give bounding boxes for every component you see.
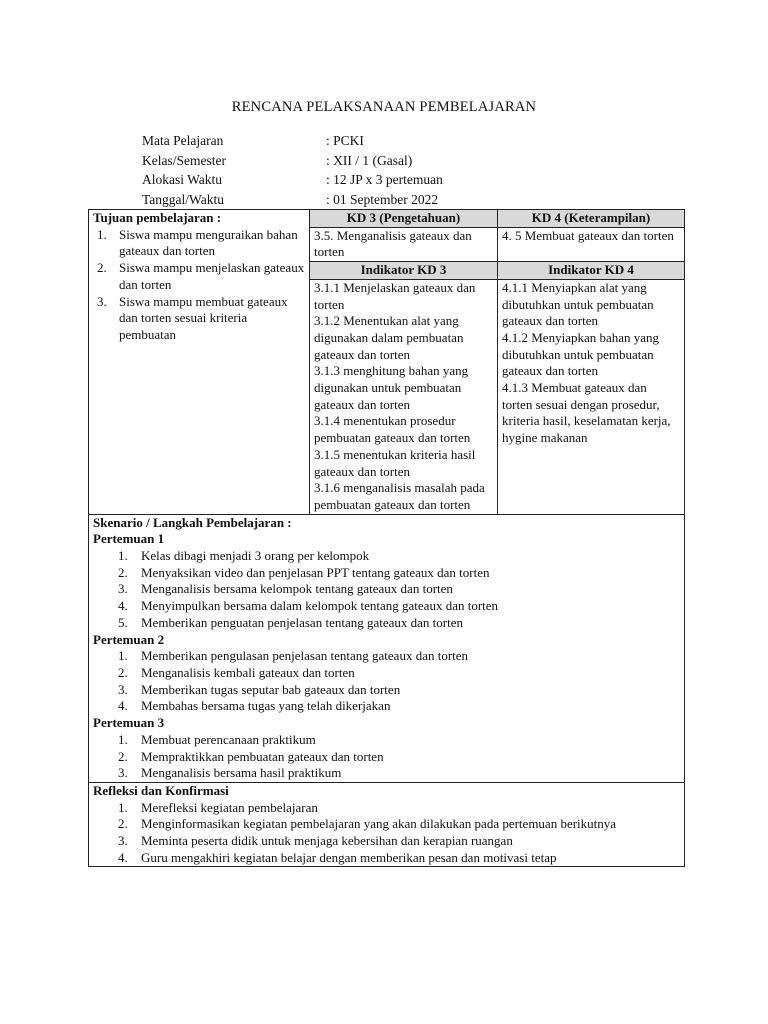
list-number: 2. bbox=[118, 748, 128, 764]
list-item bbox=[93, 260, 305, 293]
scenario-header: Skenario / Langkah Pembelajaran : bbox=[93, 514, 292, 530]
list-item bbox=[93, 615, 680, 632]
list-item bbox=[93, 816, 680, 833]
kd4-text: 4. 5 Membuat gateaux dan torten bbox=[498, 227, 685, 261]
indicator-item: 3.1.6 menganalisis masalah pada pembuatan gateaux dan torten bbox=[314, 480, 485, 512]
reflection-header: Refleksi dan Konfirmasi bbox=[93, 782, 229, 798]
list-text: Menganalisis bersama hasil praktikum bbox=[141, 765, 342, 781]
info-row-time-allocation bbox=[142, 170, 443, 190]
indicator-item: 3.1.2 Menentukan alat yang digunakan dalam pembuatan gateaux dan torten bbox=[314, 313, 464, 362]
list-number: 3. bbox=[118, 833, 128, 849]
list-item bbox=[93, 850, 680, 867]
list-item bbox=[93, 227, 305, 260]
list-item bbox=[93, 665, 680, 682]
document-title: RENCANA PELAKSANAAN PEMBELAJARAN bbox=[231, 99, 537, 115]
list-text: Menganalisis bersama kelompok tentang gateaux dan torten bbox=[141, 581, 453, 597]
list-text: Merefleksi kegiatan pembelajaran bbox=[141, 799, 318, 815]
info-key: Tanggal/Waktu bbox=[142, 191, 224, 207]
info-row-class bbox=[142, 151, 443, 171]
indicator-item: 3.1.4 menentukan prosedur pembuatan gateaux dan torten bbox=[314, 413, 471, 446]
kd3-header: KD 3 (Pengetahuan) bbox=[310, 210, 498, 228]
list-item bbox=[93, 698, 680, 715]
reflection-cell bbox=[89, 782, 685, 867]
list-text: Memberikan tugas seputar bab gateaux dan torten bbox=[141, 681, 401, 697]
list-item bbox=[93, 565, 680, 582]
info-row-subject bbox=[142, 131, 443, 151]
objectives-header: Tujuan pembelajaran : bbox=[93, 210, 222, 225]
list-item bbox=[93, 581, 680, 598]
indicator-item: 4.1.1 Menyiapkan alat yang dibutuhkan untuk pembuatan gateaux dan torten bbox=[502, 279, 654, 329]
meeting-3-title: Pertemuan 3 bbox=[93, 715, 165, 731]
list-number: 2. bbox=[118, 664, 128, 680]
info-row-date bbox=[142, 190, 443, 210]
kd4-indicator-header: Indikator KD 4 bbox=[498, 262, 685, 280]
info-key: Mata Pelajaran bbox=[142, 133, 224, 148]
meeting-1-steps bbox=[93, 548, 680, 632]
kd4-header: KD 4 (Keterampilan) bbox=[498, 210, 685, 228]
objectives-cell bbox=[89, 210, 310, 515]
list-number: 1. bbox=[118, 548, 128, 564]
list-number: 3. bbox=[97, 293, 107, 309]
list-number: 2. bbox=[118, 816, 128, 832]
list-item bbox=[93, 598, 680, 615]
kd4-indicators bbox=[498, 279, 685, 514]
list-number: 1. bbox=[118, 648, 128, 664]
list-number: 4. bbox=[118, 849, 128, 865]
list-number: 5. bbox=[118, 614, 128, 630]
indicator-item: 3.1.3 menghitung bahan yang digunakan untuk pembuatan gateaux dan torten bbox=[314, 363, 469, 412]
list-item bbox=[93, 749, 680, 766]
info-key: Kelas/Semester bbox=[142, 152, 226, 168]
list-text: Memberikan penguatan penjelasan tentang gateaux dan torten bbox=[141, 614, 463, 630]
list-number: 2. bbox=[97, 260, 107, 276]
table-header-row bbox=[89, 210, 685, 228]
meeting-1-title: Pertemuan 1 bbox=[93, 531, 165, 547]
objectives-list bbox=[93, 227, 305, 344]
list-number: 1. bbox=[118, 799, 128, 815]
list-text: Menginformasikan kegiatan pembelajaran yang akan dilakukan pada pertemuan berikutnya bbox=[141, 816, 617, 832]
list-number: 3. bbox=[118, 765, 128, 781]
list-text: Menyimpulkan bersama dalam kelompok tentang gateaux dan torten bbox=[141, 598, 499, 614]
list-text: Menganalisis kembali gateaux dan torten bbox=[141, 664, 355, 680]
reflection-row bbox=[89, 782, 685, 867]
list-text: Kelas dibagi menjadi 3 orang per kelompok bbox=[141, 548, 370, 564]
info-value: : PCKI bbox=[326, 133, 364, 148]
indicator-item: 4.1.2 Menyiapkan bahan yang dibutuhkan untuk pembuatan gateaux dan torten bbox=[502, 329, 660, 379]
list-item bbox=[93, 548, 680, 565]
list-text: Siswa mampu menguraikan bahan gateaux dan torten bbox=[119, 226, 298, 259]
meeting-2-steps bbox=[93, 648, 680, 715]
list-number: 1. bbox=[118, 731, 128, 747]
kd3-indicator-header: Indikator KD 3 bbox=[310, 262, 498, 280]
indicator-item: 4.1.3 Membuat gateaux dan torten sesuai dengan prosedur, kriteria hasil, keselamatan kerja, hygine makanan bbox=[502, 380, 671, 446]
list-item bbox=[93, 732, 680, 749]
list-item bbox=[93, 833, 680, 850]
list-text: Meminta peserta didik untuk menjaga kebersihan dan kerapian ruangan bbox=[141, 833, 513, 849]
info-value: : XII / 1 (Gasal) bbox=[326, 152, 413, 168]
list-number: 2. bbox=[118, 564, 128, 580]
meeting-3-steps bbox=[93, 732, 680, 782]
list-number: 1. bbox=[97, 226, 107, 242]
info-key: Alokasi Waktu bbox=[142, 172, 223, 187]
list-item bbox=[93, 648, 680, 665]
indicator-item: 3.1.1 Menjelaskan gateaux dan torten bbox=[314, 279, 476, 312]
list-text: Guru mengakhiri kegiatan belajar dengan memberikan pesan dan motivasi tetap bbox=[141, 849, 557, 865]
reflection-steps bbox=[93, 800, 680, 867]
kd3-indicators bbox=[310, 279, 498, 514]
list-item bbox=[93, 294, 305, 344]
list-item bbox=[93, 765, 680, 782]
list-number: 4. bbox=[118, 598, 128, 614]
list-text: Membuat perencanaan praktikum bbox=[141, 731, 316, 747]
list-text: Siswa mampu menjelaskan gateaux dan torten bbox=[119, 260, 305, 292]
list-number: 3. bbox=[118, 581, 128, 597]
list-text: Mempraktikkan pembuatan gateaux dan torten bbox=[141, 748, 384, 764]
list-text: Membahas bersama tugas yang telah dikerjakan bbox=[141, 698, 391, 714]
scenario-row bbox=[89, 514, 685, 782]
info-value: : 01 September 2022 bbox=[326, 191, 439, 207]
scenario-cell bbox=[89, 514, 685, 782]
kd3-text: 3.5. Menganalisis gateaux dan torten bbox=[310, 227, 498, 261]
lesson-plan-table bbox=[88, 209, 685, 867]
list-text: Menyaksikan video dan penjelasan PPT tentang gateaux dan torten bbox=[141, 564, 490, 580]
list-text: Memberikan pengulasan penjelasan tentang gateaux dan torten bbox=[141, 648, 469, 664]
list-item bbox=[93, 682, 680, 699]
info-block bbox=[142, 131, 443, 209]
list-text: Siswa mampu membuat gateaux dan torten sesuai kriteria pembuatan bbox=[119, 293, 288, 342]
list-number: 4. bbox=[118, 698, 128, 714]
indicator-item: 3.1.5 menentukan kriteria hasil gateaux dan torten bbox=[314, 446, 476, 479]
meeting-2-title: Pertemuan 2 bbox=[93, 631, 165, 647]
list-item bbox=[93, 800, 680, 817]
list-number: 3. bbox=[118, 681, 128, 697]
info-value: : 12 JP x 3 pertemuan bbox=[326, 172, 443, 187]
